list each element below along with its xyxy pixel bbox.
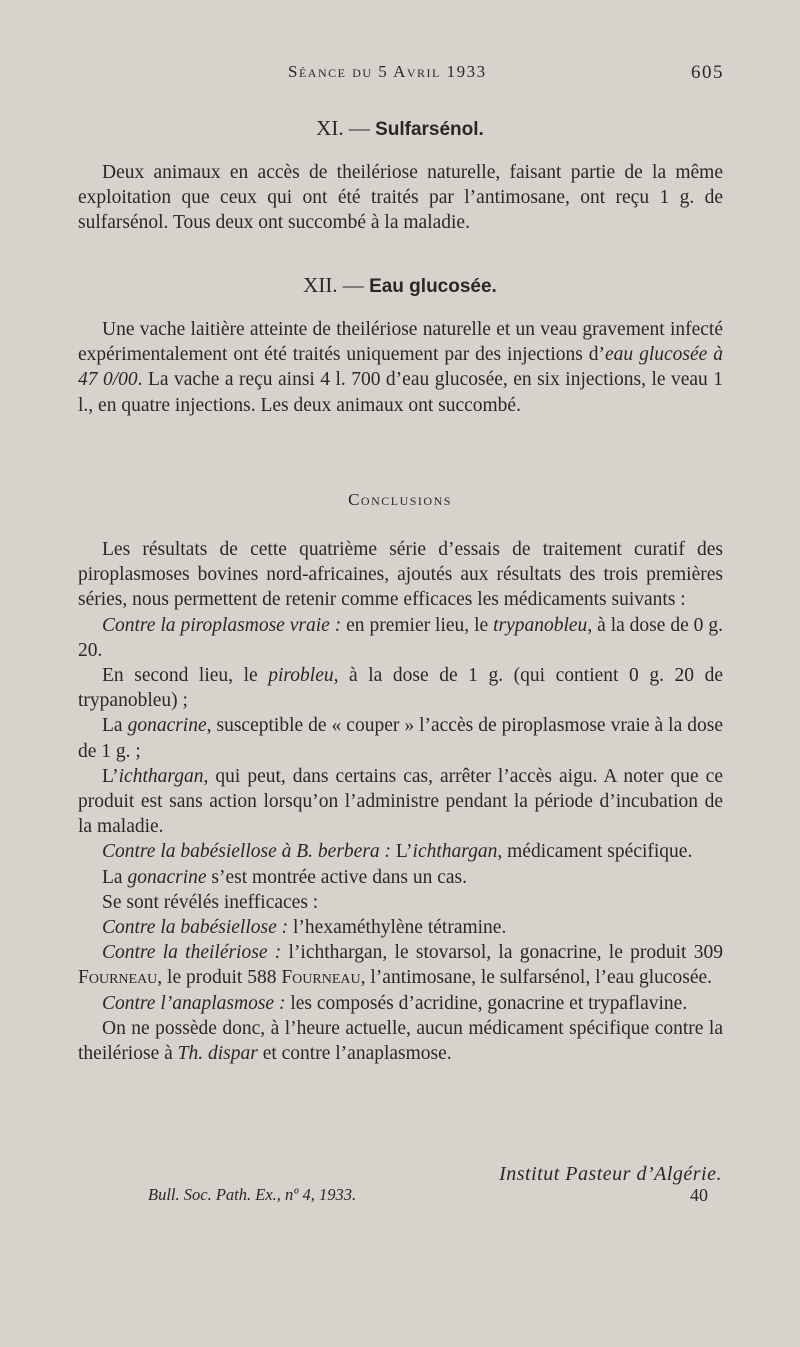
p5-italic: Contre la babésiellose à B. berbera : [102, 841, 392, 863]
conclusions-p11 [78, 1016, 723, 1066]
p10-text: les composés d’acridine, gonacrine et trypaflavine. [285, 992, 688, 1014]
p1-text: en premier lieu, le [341, 614, 494, 636]
p9-author-1: Fourneau [78, 967, 158, 989]
section-xii-text-b: . La vache a reçu ainsi 4 l. 700 d’eau glucosée, en six injections, le veau 1 l., en quatre injections. Les deux animaux ont succombé. [78, 369, 723, 416]
section-xii-body-block [78, 317, 723, 418]
p2-a: En second lieu, le [102, 665, 269, 687]
section-xi-paragraph: Deux animaux en accès de theilériose naturelle, faisant partie de la même exploitation que ceux qui ont été traités par l’antimosane, ont reçu 1 g. de sulfarsénol. Tous deux ont succombé à la maladie. [78, 162, 723, 234]
p4-b: , qui peut, dans certains cas, arrêter l’accès aigu. A noter que ce produit est sans action lorsqu’on l’administre pendant la période d’incubation de la maladie. [78, 765, 723, 838]
signature-mark: 40 [690, 1185, 708, 1205]
conclusions-p8 [78, 915, 723, 940]
p10-italic: Contre l’anaplasmose : [102, 992, 286, 1014]
conclusions-p4 [78, 764, 723, 840]
conclusions-p1 [78, 613, 723, 663]
institution-signature: Institut Pasteur d’Algérie. [499, 1163, 722, 1185]
p1-drug: trypanobleu [493, 614, 588, 636]
conclusions-intro: Les résultats de cette quatrième série d’essais de traitement curatif des piroplasmoses bovines nord-africaines, ajoutés aux résultats des trois premières séries, nous permettent de retenir comme efficaces les médicaments suivants : [78, 539, 723, 611]
conclusions-p9 [78, 940, 723, 990]
p6-a: La [102, 866, 128, 888]
p5-drug: ichthargan [412, 841, 498, 863]
p11-italic: Th. dispar [177, 1043, 258, 1065]
section-xii-numeral: XII. — [303, 273, 364, 297]
conclusions-p10 [78, 991, 723, 1016]
section-xi-body-block [78, 160, 723, 236]
p3-drug: gonacrine [127, 715, 207, 737]
running-title: Séance du 5 Avril 1933 [288, 62, 487, 81]
p8-italic: Contre la babésiellose : [102, 917, 289, 939]
conclusions-body [78, 537, 723, 1066]
running-head [0, 62, 800, 88]
conclusions-heading: Conclusions [348, 490, 452, 509]
conclusions-p7: Se sont révélés inefficaces : [102, 891, 319, 913]
section-xi-numeral: XI. — [316, 116, 370, 140]
p1-italic: Contre la piroplasmose vraie : [102, 614, 342, 636]
p4-a: L’ [102, 765, 119, 787]
p5-a: L’ [391, 841, 413, 863]
conclusions-p5 [78, 839, 723, 864]
conclusions-p2 [78, 663, 723, 713]
p11-b: et contre l’anaplasmose. [257, 1043, 452, 1065]
section-xii-title: Eau glucosée. [369, 276, 497, 297]
section-xii-paragraph [78, 317, 723, 418]
section-xii-italic: eau glucosée à 47 0/00 [78, 344, 723, 391]
conclusions-p6 [78, 865, 723, 890]
p9-b: , le produit 588 [157, 967, 282, 989]
p9-c: , l’antimosane, le sulfarsénol, l’eau glucosée. [360, 967, 713, 989]
journal-reference [148, 1185, 356, 1205]
p9-italic: Contre la theilériose : [102, 942, 282, 964]
p2-b: , à la dose de 1 g. (qui contient 0 g. 20 de trypanobleu) ; [78, 665, 723, 712]
conclusions-p3 [78, 713, 723, 763]
p6-drug: gonacrine [127, 866, 207, 888]
page-number: 605 [691, 62, 724, 83]
p3-b: , susceptible de « couper » l’accès de piroplasmose vraie à la dose de 1 g. ; [78, 715, 723, 762]
footer-line [148, 1185, 708, 1209]
section-xi-title: Sulfarsénol. [375, 119, 484, 140]
p4-drug: ichthargan [118, 765, 204, 787]
section-xii-heading [0, 273, 800, 298]
p3-a: La [102, 715, 128, 737]
p6-b: s’est montrée active dans un cas. [206, 866, 467, 888]
p9-author-2: Fourneau [281, 967, 361, 989]
p5-b: , médicament spécifique. [497, 841, 693, 863]
p8-text: l’hexaméthylène tétramine. [288, 917, 507, 939]
p9-a: l’ichthargan, le stovarsol, la gonacrine, le produit 309 [281, 942, 723, 964]
section-xii-text-a: Une vache laitière atteinte de theilériose naturelle et un veau gravement infecté expérimentalement ont été traités uniquement par des injections d’ [78, 319, 723, 366]
p11-a: On ne possède donc, à l’heure actuelle, aucun médicament spécifique contre la theilériose à [78, 1017, 723, 1065]
section-xi-heading [0, 116, 800, 141]
p2-drug: pirobleu [268, 665, 334, 687]
p1-end: , à la dose de 0 g. 20. [78, 614, 723, 661]
journal-reference-text: Bull. Soc. Path. Ex., nº 4, 1933. [148, 1185, 357, 1204]
